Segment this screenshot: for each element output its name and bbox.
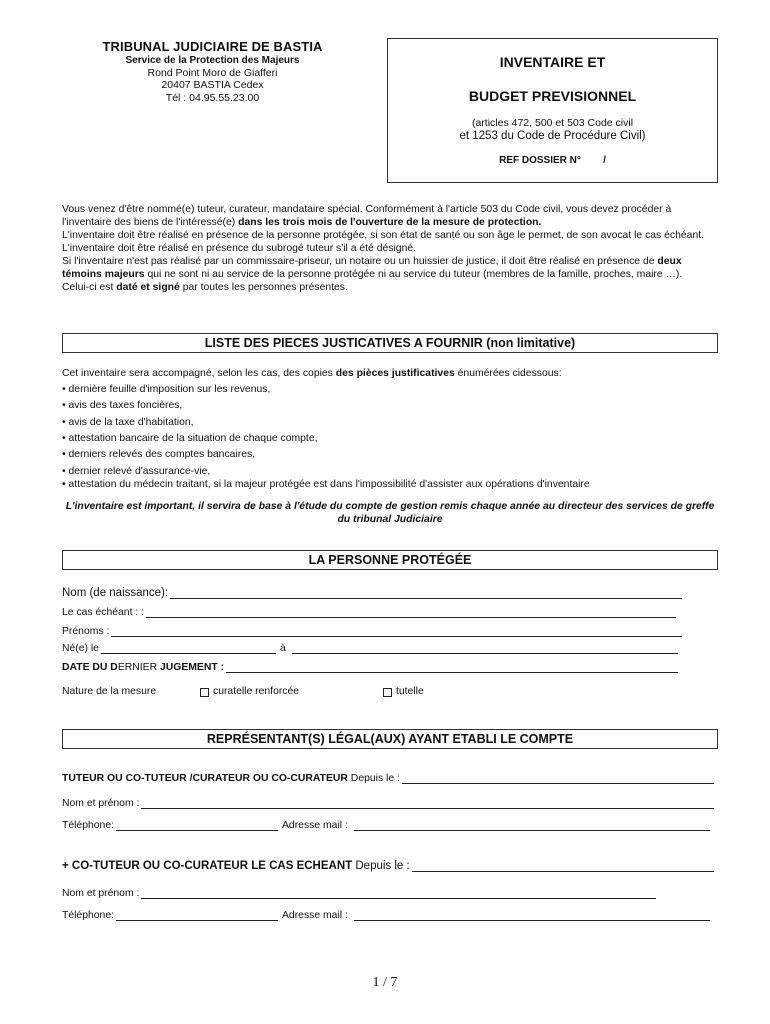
- cotuteur-depuis-label: Depuis le :: [352, 860, 410, 872]
- cotuteur-label-bold: + CO-TUTEUR OU CO-CURATEUR LE CAS ECHEANT: [62, 860, 353, 872]
- intro-p5-text: Celui-ci est: [62, 282, 117, 293]
- page-number: 1 / 7: [372, 975, 398, 990]
- list-item: • attestation du médecin traitant, si la majeur protégée est dans l'impossibilité d'assister aux opérations d'inventaire: [62, 479, 590, 491]
- title-box: [387, 38, 718, 183]
- tuteur-nom-label: Nom et prénom :: [62, 798, 140, 809]
- date-jugement-field[interactable]: [226, 662, 678, 673]
- articles-line-2: et 1253 du Code de Procédure Civil): [459, 130, 646, 142]
- tuteur-label: [62, 773, 400, 784]
- jugement-label: [62, 662, 224, 673]
- court-name: TRIBUNAL JUDICIAIRE DE BASTIA: [102, 39, 323, 54]
- address-line-1: Rond Point Moro de Giafferi: [147, 66, 278, 79]
- service-name: Service de la Protection des Majeurs: [125, 54, 300, 66]
- cotuteur-nom-field[interactable]: [141, 888, 656, 899]
- intro-paragraph-4: [62, 255, 722, 281]
- tuteur-label-bold: TUTEUR OU CO-TUTEUR /CURATEUR OU CO-CURATEUR: [62, 773, 348, 784]
- cotuteur-contact-row: [62, 910, 710, 921]
- intro-paragraph-1: [62, 203, 722, 229]
- curatelle-label: curatelle renforcée: [213, 686, 300, 697]
- title-line-1: INVENTAIRE ET: [499, 54, 606, 70]
- lieu-naissance-field[interactable]: [292, 643, 678, 654]
- nature-mesure-label: Nature de la mesure: [62, 686, 157, 697]
- cotuteur-mail-field[interactable]: [354, 910, 710, 921]
- cotuteur-telephone-label: Téléphone:: [62, 910, 114, 921]
- tuteur-telephone-field[interactable]: [116, 820, 278, 831]
- tuteur-depuis-label: Depuis le :: [347, 773, 400, 784]
- tuteur-mail-label: Adresse mail :: [282, 820, 348, 831]
- section-heading-pieces: LISTE DES PIECES JUSTICATIVES A FOURNIR (non limitative): [62, 333, 718, 353]
- ne-le-label: Né(e) le: [62, 643, 99, 654]
- pieces-lead-text: Cet inventaire sera accompagné, selon les cas, des copies: [62, 368, 336, 379]
- cotuteur-nom-label: Nom et prénom :: [62, 888, 140, 899]
- intro-p4-bold: deux témoins majeurs: [62, 256, 682, 280]
- cas-echeant-row: [62, 607, 676, 618]
- prenoms-field[interactable]: [111, 626, 682, 637]
- pieces-list-block: [62, 366, 722, 491]
- prenoms-row: [62, 626, 682, 637]
- cas-echeant-field[interactable]: [146, 607, 676, 618]
- tuteur-depuis-field[interactable]: [402, 773, 714, 784]
- intro-p4-text: Si l'inventaire n'est pas réalisé par un commissaire-priseur, un notaire ou un huissier de justice, il doit être réalisé en présence de: [62, 256, 658, 267]
- date-naissance-field[interactable]: [101, 643, 276, 654]
- section-heading-personne: LA PERSONNE PROTÉGÉE: [62, 550, 718, 570]
- list-item: • derniers relevés des comptes bancaires,: [62, 449, 256, 461]
- list-item: • dernière feuille d'imposition sur les revenus,: [62, 384, 271, 396]
- lieu-label: à: [279, 643, 286, 654]
- tuteur-row: [62, 773, 714, 784]
- phone-number: Tél : 04.95.55.23.00: [165, 91, 260, 104]
- intro-p4-rest: qui ne sont ni au service de la personne protégée ni au service du tuteur (membres de la famille, proches, maire …).: [144, 269, 683, 280]
- intro-p5-bold: daté et signé: [116, 282, 180, 293]
- pieces-lead-bold: des pièces justificatives: [335, 368, 455, 379]
- jugement-label-part2: ERNIER: [117, 662, 160, 673]
- tuteur-mail-field[interactable]: [354, 820, 710, 831]
- curatelle-checkbox[interactable]: [200, 688, 209, 697]
- naissance-row: [62, 643, 678, 654]
- intro-p1-bold: dans les trois mois de l'ouverture de la mesure de protection.: [238, 217, 542, 228]
- pieces-lead-rest: énumérées cidessous:: [454, 368, 562, 379]
- option-tutelle[interactable]: [383, 686, 424, 697]
- address-line-2: 20407 BASTIA Cedex: [161, 79, 264, 92]
- list-item: • avis de la taxe d'habitation,: [62, 416, 194, 428]
- title-line-2: BUDGET PREVISIONNEL: [468, 88, 637, 104]
- nom-naissance-field[interactable]: [170, 588, 682, 599]
- tuteur-contact-row: [62, 820, 710, 831]
- inventory-note: L'inventaire est important, il servira de base à l'étude du compte de gestion remis chaque année au directeur des services de greffe du tribunal Judiciaire: [65, 501, 715, 525]
- intro-p1-text: Vous venez d'être nommé(e) tuteur, curateur, mandataire spécial. Conformément à l'article 503 du Code civil, vous devez procéder à l'inventaire des biens de l'intéressé(e): [62, 204, 672, 228]
- tuteur-nom-row: [62, 798, 714, 809]
- intro-p5-rest: par toutes les personnes présentes.: [179, 282, 348, 293]
- tuteur-nom-field[interactable]: [141, 798, 714, 809]
- pieces-list: [62, 382, 722, 491]
- list-item: • attestation bancaire de la situation de chaque compte,: [62, 432, 318, 444]
- intro-text: [62, 203, 722, 294]
- nature-mesure-row: [62, 686, 156, 697]
- intro-paragraph-5: [62, 281, 722, 294]
- cotuteur-label: [62, 860, 410, 872]
- jugement-row: [62, 662, 678, 673]
- cotuteur-row: [62, 860, 714, 872]
- court-header: [60, 39, 365, 104]
- jugement-label-part3: JUGEMENT :: [159, 662, 225, 673]
- cas-echeant-label: Le cas échéant : :: [62, 607, 145, 618]
- list-item: • dernier relevé d'assurance-vie,: [62, 466, 211, 478]
- intro-paragraph-3: L'inventaire doit être réalisé en présence du subrogé tuteur s'il a été désigné.: [62, 243, 417, 254]
- tutelle-label: tutelle: [396, 686, 424, 697]
- ref-dossier: REF DOSSIER N° /: [499, 155, 606, 166]
- pieces-lead: [62, 366, 722, 382]
- cotuteur-nom-row: [62, 888, 656, 899]
- section-heading-representants: REPRÉSENTANT(S) LÉGAL(AUX) AYANT ETABLI LE COMPTE: [62, 729, 718, 749]
- nom-naissance-row: [62, 587, 682, 599]
- articles-line-1: (articles 472, 500 et 503 Code civil: [471, 117, 634, 129]
- prenoms-label: Prénoms :: [62, 626, 110, 637]
- cotuteur-telephone-field[interactable]: [116, 910, 278, 921]
- cotuteur-mail-label: Adresse mail :: [282, 910, 348, 921]
- jugement-label-part1: DATE DU D: [62, 662, 118, 673]
- cotuteur-depuis-field[interactable]: [412, 861, 714, 872]
- tutelle-checkbox[interactable]: [383, 688, 392, 697]
- option-curatelle[interactable]: [200, 686, 299, 697]
- nom-naissance-label: Nom (de naissance):: [62, 587, 169, 599]
- list-item: • avis des taxes foncières,: [62, 400, 183, 412]
- intro-paragraph-2: L'inventaire doit être réalisé en présence de la personne protégée, si son état de santé ou son âge le permet, de son avocat le cas échéant.: [62, 230, 705, 241]
- tuteur-telephone-label: Téléphone:: [62, 820, 114, 831]
